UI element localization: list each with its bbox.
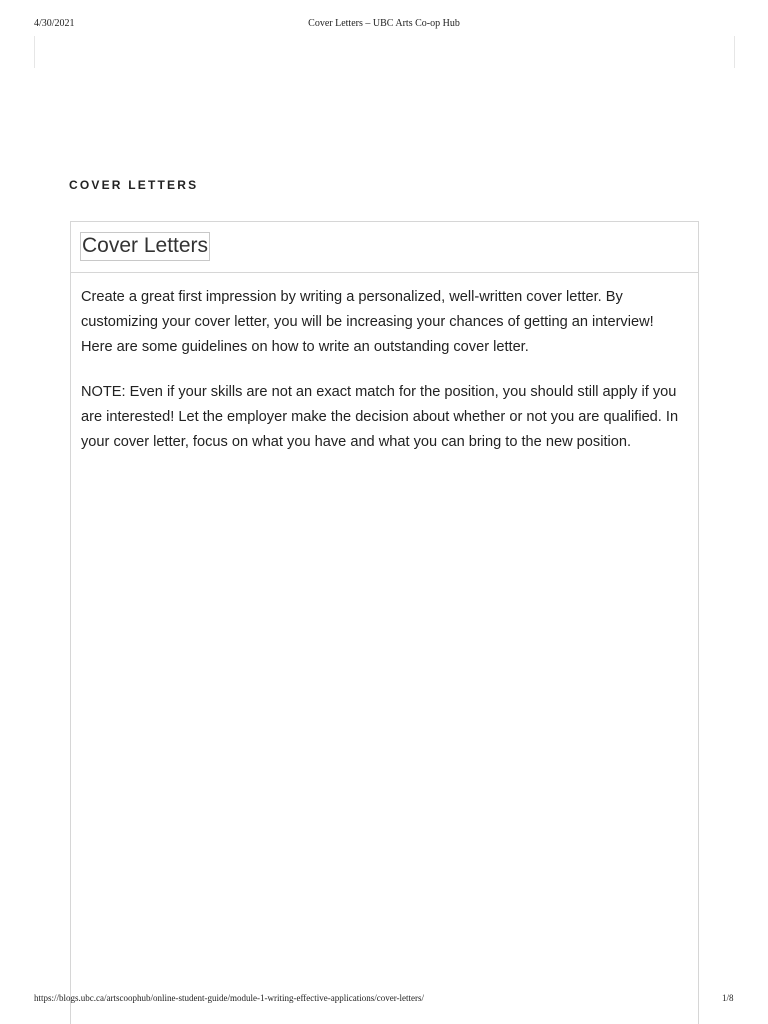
intro-paragraph: Create a great first impression by writing a personalized, well-written cover letter. By customizing your cover letter, you will be increasing your chances of getting an interview! Here are some guidelines on how to write an outstanding cover letter. [81, 289, 654, 355]
content-card [70, 221, 699, 1024]
card-title-link[interactable]: Cover Letters [80, 232, 210, 261]
card-header [71, 222, 698, 273]
print-header-title: Cover Letters – UBC Arts Co-op Hub [308, 18, 460, 29]
print-footer-url[interactable]: https://blogs.ubc.ca/artscoophub/online-student-guide/module-1-writing-effective-applications/cover-letters/ [34, 993, 425, 1003]
right-edge-divider [734, 36, 735, 68]
card-body [71, 273, 698, 455]
section-heading: COVER LETTERS [69, 178, 199, 192]
note-paragraph: NOTE: Even if your skills are not an exact match for the position, you should still apply if you are interested! Let the employer make the decision about whether or not you are qualified. In your cover letter, focus on what you have and what you can bring to the new position. [81, 384, 679, 450]
left-edge-divider [34, 36, 35, 68]
print-header-date: 4/30/2021 [34, 18, 75, 29]
print-footer-page-number: 1/8 [722, 993, 734, 1003]
